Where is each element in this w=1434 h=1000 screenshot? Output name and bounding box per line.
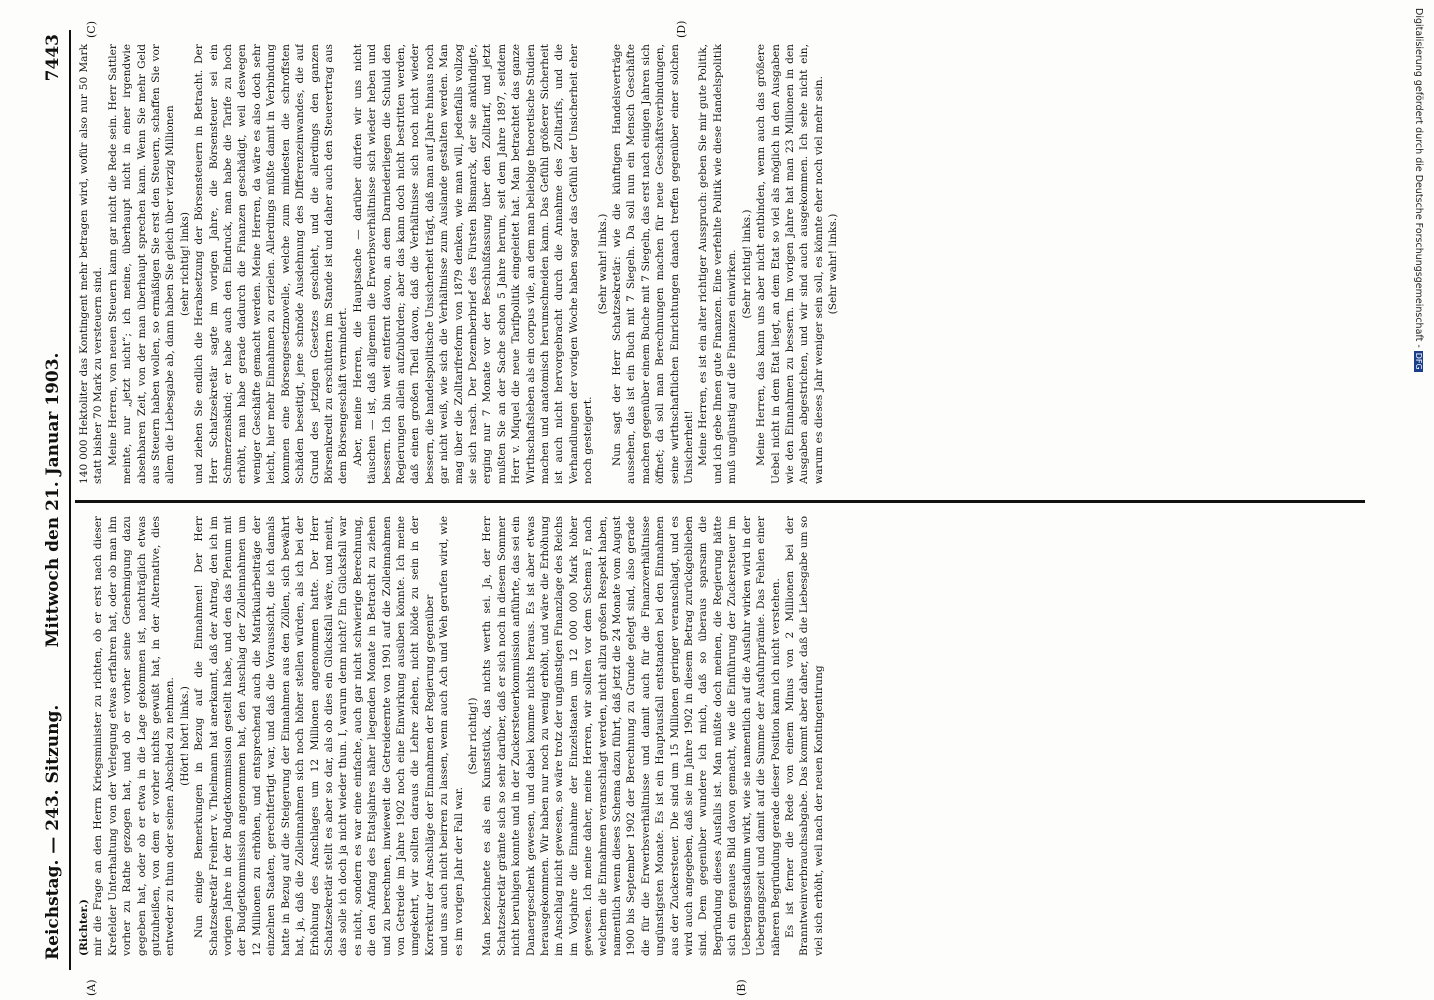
page-number: 7443 (43, 34, 63, 82)
paragraph: Meine Herren, das kann uns aber nicht entbinden, wenn auch das größere Uebel nicht in dem Etat liegt, an dem Etat so viel als möglich in den Ausgaben wie den Einnahmen zu bessern. Im vorigen Jahre hat man 23 Millionen in den Ausgaben abgestrichen, und wir sind auch ausgekommen. Ich sehe nicht ein, warum es dieses Jahr weniger sein soll, es könnte eher noch viel mehr sein. (755, 44, 825, 484)
interjection: (Sehr richtig!) (466, 697, 479, 775)
paragraph: mir die Frage an den Herrn Kriegsminister zu richten, ob er erst nach dieser Krefelder Unterhaltung von der Verlegung etwas erfahren hat, oder ob man ihn vorher zu Rathe gezogen hat, und ob er vorher seine Genehmigung dazu gegeben hat, oder ob er etwa in die Lage gekommen ist, nachträglich etwas gutzuheißen, von dem er vorher nichts gewußt hat, in der Alternative, dies entweder zu thun oder seinen Abschied zu nehmen. (92, 516, 177, 956)
column-divider (75, 500, 1365, 503)
margin-marker-b: (B) (735, 979, 748, 996)
paragraph: Man bezeichnete es als ein Kunststück, das nichts werth sei. Ja, der Herr Schatzsekretär grämte sich so sehr darüber, daß er sich noch in diesem Sommer nicht beruhigen konnte und in der Zuckersteuerkommission anführte, das sei ein Danaergeschenk gewesen, und dabei komme nichts heraus. Es ist aber etwas herausgekommen. Wir haben nur noch zu wenig erhöht, und wäre die Erhöhung im Anschlag nicht gewesen, so wäre trotz der ungünstigen Finanzlage des Reichs im Vorjahre die Einnahme der Einzelstaaten um 12 000 000 Mark höher gewesen. Ich meine daher, meine Herren, wir sollten vor dem Schema F, nach welchem die Einnahmen veranschlagt werden, nicht allzu großen Respekt haben, namentlich wenn dieses Schema dazu führt, daß jetzt die 24 Monate vom August 1900 bis September 1902 der Berechnung zu Grunde gelegt sind, also gerade die für die Erwerbsverhältnisse und damit auch für die Finanzverhältnisse ungünstigsten Monate. Es ist ein Hauptausfall entstanden bei den Einnahmen aus der Zuckersteuer. Die sind um 15 Millionen geringer veranschlagt, und es wird auch angegeben, daß sie im Jahre 1902 in diesem Betrag zurückgeblieben sind. Dem gegenüber wundere ich mich, daß so überaus sparsam die Begründung dieses Ausfalls ist. Man müßte doch meinen, die Regierung hätte sich ein genaues Bild davon gemacht, wie die Einführung der Zuckersteuer im Uebergangsstadium wirkt, wie sie namentlich auf die Ausfuhr wirken wird in der Uebergangszeit und damit auf die Summe der Ausfuhrprämie. Das Fehlen einer näheren Begründung gerade dieser Position kann ich nicht verstehen. (481, 516, 782, 956)
paragraph: 140 000 Hektoliter das Kontingent mehr betragen wird, wofür also nur 50 Mark statt bisher 70 Mark zu versteuern sind. (78, 44, 105, 484)
paragraph: Nun einige Bemerkungen in Bezug auf die Einnahmen! Der Herr Schatzsekretär Freiherr v. Thielmann hat anerkannt, daß der Antrag, den ich im vorigen Jahre in der Budgetkommission gestellt habe, und den das Plenum mit der Budgetkommission angenommen hat, den Anschlag der Zolleinnahmen um 12 Millionen zu erhöhen, und entsprechend auch die Matrikularbeiträge der einzelnen Staaten, gerechtfertigt war, und daß die Voraussicht, die ich damals hatte in Bezug auf die Steigerung der Einnahmen aus den Zöllen, sich bewährt hat, ja, daß die Zolleinnahmen sich noch höher stellen würden, als ich bei der Erhöhung des Anschlages um 12 Millionen angenommen hatte. Der Herr Schatzsekretär stellt es aber so dar, als ob dies ein Glücksfall wäre, und meint, das solle ich doch ja nicht wieder thun. I, warum denn nicht? Ein Glücksfall war es nicht, sondern es war eine einfache, auch gar nicht schwierige Berechnung, die den Anfang des Etatsjahres näher liegenden Monate in Betracht zu ziehen und zu berechnen, inwieweit die Getreideernte von 1901 auf die Zolleinnahmen von Getreide im Jahre 1902 noch eine Einwirkung ausüben könnte. Ich meine umgekehrt, wir sollten daraus die Lehre ziehen, nicht blöde zu sein in der Korrektur der Anschläge der Einnahmen der Regierung gegenüber (193, 516, 436, 956)
interjection: (Sehr wahr! links.) (827, 213, 840, 315)
header-session: Reichstag. — 243. Sitzung. (43, 704, 63, 960)
rotated-document-page (35, 20, 1365, 996)
interjection: (Sehr richtig! links.) (740, 209, 753, 319)
interjection: (Sehr wahr! links.) (596, 213, 609, 315)
credit-text: Digitalisierung gefördert durch die Deutsche Forschungsgemeinschaft - (1413, 8, 1424, 348)
right-column (77, 44, 1357, 484)
paragraph: und uns auch nicht beirren zu lassen, wenn auch Ach und Weh gerufen wird, wie es im vorigen Jahr der Fall war. (438, 516, 465, 956)
paragraph: Meine Herren, von neuen Steuern kann gar nicht die Rede sein. Herr Sattler meinte, nur „jetzt nicht“; ich meine, überhaupt nicht in einer irgendwie absehbaren Zeit, von der man überhaupt sprechen kann. Wenn Sie mehr Geld aus Steuern haben wollen, so ermäßigen Sie erst den Steuern, schaffen Sie vor allem die Liebesgabe ab, dann haben Sie gleich über vierzig Millionen (106, 44, 177, 484)
speaker-label: (Richter.) (78, 899, 90, 956)
interjection: (Hört! hört! links.) (178, 686, 191, 786)
paragraph: Aber, meine Herren, die Hauptsache — darüber dürfen wir uns nicht täuschen — ist, daß allgemein die Erwerbsverhältnisse sich wieder heben und bessern. Ich bin weit entfernt davon, an dem Darniederliegen die Schuld den Regierungen allein aufzubürden; aber das kann doch nicht bestritten werden, daß einen großen Theil davon, daß die Verhältnisse sich noch nicht wieder bessern, die handelspolitische Unsicherheit trägt, daß man auf Jahre hinaus noch gar nicht weiß, wie sich die Verhältnisse zum Auslande gestalten werden. Man mag über die Zolltarifreform von 1879 denken, wie man will, jedenfalls vollzog sie sich rasch. Der Dezemberbrief des Fürsten Bismarck, der sie ankündigte, erging nur 7 Monate vor der Beschlußfassung über den Zolltarif, und jetzt mußten Sie an der Sache schon 5 Jahre herum, seit dem Jahre 1897, seitdem Herr v. Miquel die neue Tarifpolitik eingeleitet hat. Man betrachtet das ganze Wirthschaftsleben als ein corpus vile, an dem man beliebige theoretische Studien machen und anatomisch herumschneiden kann. Das Gefühl größerer Sicherheit ist auch nicht hervorgebracht durch die Annahme des Zolltarifs, und die Verhandlungen der vorigen Woche haben sogar das Gefühl der Unsicherheit eher noch gesteigert. (351, 44, 595, 484)
paragraph: Meine Herren, es ist ein alter richtiger Ausspruch: geben Sie mir gute Politik, und ich gebe Ihnen gute Finanzen. Eine verfehlte Politik wie diese Handelspolitik muß ungünstig auf die Finanzen einwirken. (697, 44, 739, 484)
page-header (35, 30, 71, 970)
interjection: (sehr richtig! links) (178, 212, 191, 316)
paragraph: und ziehen Sie endlich die Herabsetzung der Börsensteuern in Betracht. Der Herr Schatzsekretär sagte im vorigen Jahre, die Börsensteuer sei ein Schmerzenskind; er habe auch den Eindruck, man habe die Tarife zu hoch erhöht, man habe gerade dadurch die Finanzen geschädigt, weil deswegen weniger Geschäfte gemacht werden. Meine Herren, da wäre es also doch sehr leicht, hier mehr Einnahmen zu erzielen. Allerdings müßte damit in Verbindung kommen eine Börsengesetznovelle, welche zum mindesten die schroffsten Schäden beseitigt, jene schnöde Ausdehnung des Differenzeinwandes, die auf Grund des jetzigen Gesetzes geschieht, und die allerdings den ganzen Börsenkredit zu erschüttern im Stande ist und daher auch den Steuerertrag aus dem Börsengeschäft vermindert. (193, 44, 350, 484)
margin-marker-d: (D) (675, 20, 688, 38)
margin-marker-a: (A) (85, 979, 98, 996)
header-date: Mittwoch den 21. Januar 1903. (43, 352, 63, 648)
left-column (77, 516, 1357, 956)
paragraph: Es ist ferner die Rede von einem Minus von 2 Millionen bei der Branntweinverbrauchsabgabe. Das kommt aber daher, daß die Liebesgabe um so viel sich erhöht, weil nach der neuen Kontingentirung (783, 516, 825, 956)
dfg-logo: DFG (1414, 352, 1423, 370)
paragraph: Nun sagt der Herr Schatzsekretär: wie die künftigen Handelsverträge aussehen, das ist ein Buch mit 7 Siegeln. Da soll nun ein Mensch Geschäfte machen gegenüber einem Buche mit 7 Siegeln, das erst nach einigen Jahren sich öffnet; da soll man Berechnungen machen für neue Geschäftsverbindungen, seine wirthschaftlichen Einrichtungen danach treffen gegenüber einer solchen Unsicherheit! (611, 44, 696, 484)
digitization-credit (1412, 8, 1424, 998)
margin-marker-c: (C) (85, 21, 98, 38)
